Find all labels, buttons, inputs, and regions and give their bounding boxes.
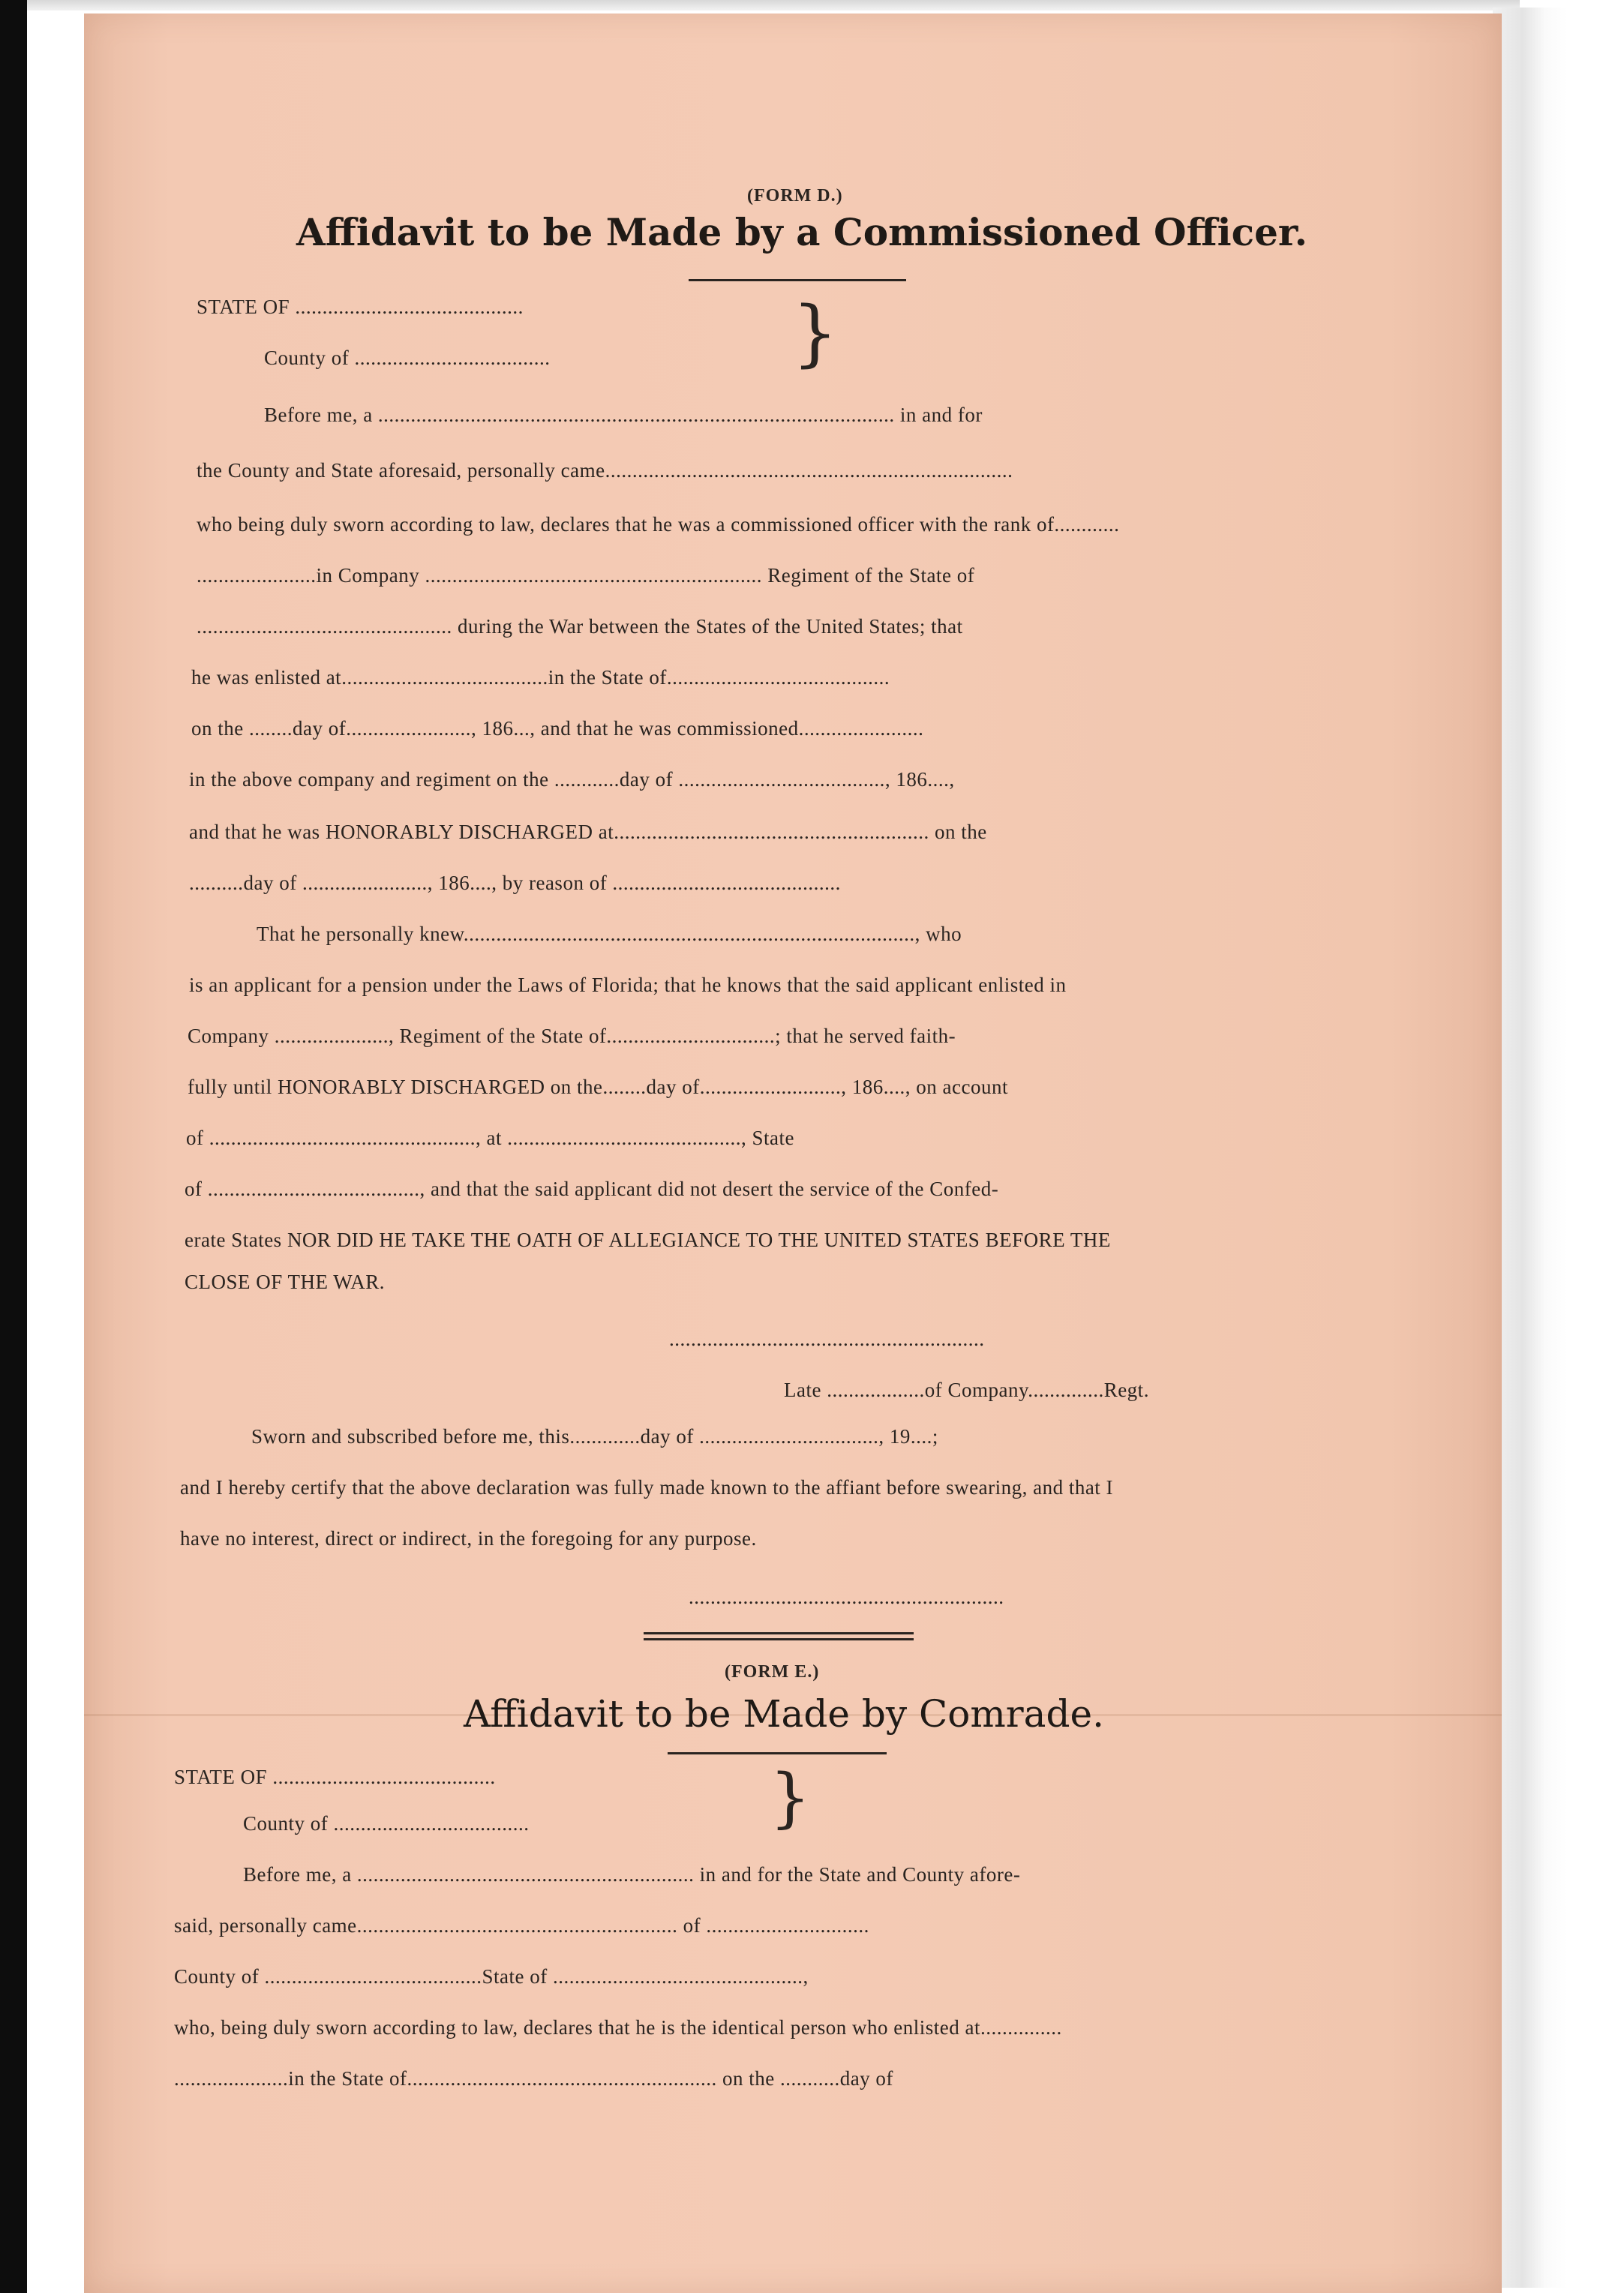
scanner-top-edge xyxy=(27,0,1520,11)
form-d-line-applicant: is an applicant for a pension under the Laws of Florida; that he knows that the said applicant enlisted in xyxy=(189,974,1067,996)
form-d-line-before-me: Before me, a ............................................................................................... in and for xyxy=(264,404,983,426)
form-d-line-personally-knew: That he personally knew..................................................................................., who xyxy=(257,923,962,945)
form-e-line-in-the-state: .....................in the State of......................................................... on the ...........day of xyxy=(174,2067,893,2090)
form-d-line-late: Late ..................of Company..............Regt. xyxy=(784,1379,1149,1401)
form-d-line-commissioned: on the ........day of......................., 186..., and that he was commissioned....................... xyxy=(191,717,924,740)
form-d-label: (FORM D.) xyxy=(747,186,843,206)
form-d-line-above-company: in the above company and regiment on the ............day of ......................................, 186...., xyxy=(189,768,955,791)
form-d-line-served-faithfully: fully until HONORABLY DISCHARGED on the........day of.........................., 186...., on account xyxy=(188,1076,1008,1098)
form-d-line-commissioned-officer: who being duly sworn according to law, declares that he was a commissioned officer with the rank of............ xyxy=(197,513,1120,536)
form-d-line-sworn: Sworn and subscribed before me, this.............day of ................................., 19....; xyxy=(251,1425,938,1448)
form-d-line-company: ......................in Company .............................................................. Regiment of the State of xyxy=(197,564,975,587)
form-d-brace: } xyxy=(792,291,839,375)
form-e-line-before-me: Before me, a .............................................................. in and for the State and County afore- xyxy=(243,1863,1021,1886)
separator-rule-top xyxy=(644,1632,914,1634)
form-d-line-did-not-desert: of ......................................., and that the said applicant did not desert the service of the Confed- xyxy=(185,1178,999,1200)
form-e-line-personally-came: said, personally came........................................................... of .............................. xyxy=(174,1914,869,1937)
form-d-notary-line: .......................................................... xyxy=(689,1586,1004,1608)
form-e-title: Affidavit to be Made by Comrade. xyxy=(464,1692,1104,1736)
form-d-state-of: STATE OF .......................................... xyxy=(197,296,524,318)
form-d-line-company-regiment: Company ....................., Regiment of the State of...............................; that he served faith- xyxy=(188,1025,956,1047)
form-e-county-of: County of .................................... xyxy=(243,1812,530,1835)
form-e-title-rule xyxy=(668,1752,887,1754)
form-d-line-war: ............................................... during the War between the States of the United States; that xyxy=(197,615,963,638)
form-d-line-personally-came: the County and State aforesaid, personally came........................................................................... xyxy=(197,459,1013,482)
form-e-line-county-state: County of ........................................State of .............................................., xyxy=(174,1965,809,1988)
plastic-sleeve xyxy=(1493,8,1568,2288)
form-e-line-identical-person: who, being duly sworn according to law, declares that he is the identical person who enlisted at............... xyxy=(174,2016,1062,2039)
form-d-title-rule xyxy=(689,279,906,281)
form-d-line-no-interest: have no interest, direct or indirect, in the foregoing for any purpose. xyxy=(180,1527,757,1550)
form-e-label: (FORM E.) xyxy=(725,1662,820,1682)
separator-rule-bottom xyxy=(644,1638,914,1640)
form-e-brace: } xyxy=(770,1760,811,1835)
form-d-line-enlisted-at: he was enlisted at......................................in the State of......................................... xyxy=(191,666,890,689)
form-d-signature-line: .......................................................... xyxy=(669,1328,985,1350)
form-d-line-close-of-war: CLOSE OF THE WAR. xyxy=(185,1271,386,1293)
form-d-line-certify: and I hereby certify that the above declaration was fully made known to the affiant before swearing, and that I xyxy=(180,1476,1114,1499)
form-d-line-on-account: of ................................................., at ..........................................., State xyxy=(186,1127,794,1149)
form-e-state-of: STATE OF ......................................... xyxy=(174,1766,496,1788)
form-d-county-of: County of .................................... xyxy=(264,347,551,369)
form-d-line-oath: erate States NOR DID HE TAKE THE OATH OF ALLEGIANCE TO THE UNITED STATES BEFORE THE xyxy=(185,1229,1111,1251)
form-d-title: Affidavit to be Made by a Commissioned Officer. xyxy=(296,210,1308,254)
form-d-line-discharged-at: and that he was HONORABLY DISCHARGED at.......................................................... on the xyxy=(189,821,987,843)
scanner-frame-edge xyxy=(0,0,27,2293)
form-d-line-by-reason: ..........day of ......................., 186...., by reason of .......................................... xyxy=(189,872,841,894)
